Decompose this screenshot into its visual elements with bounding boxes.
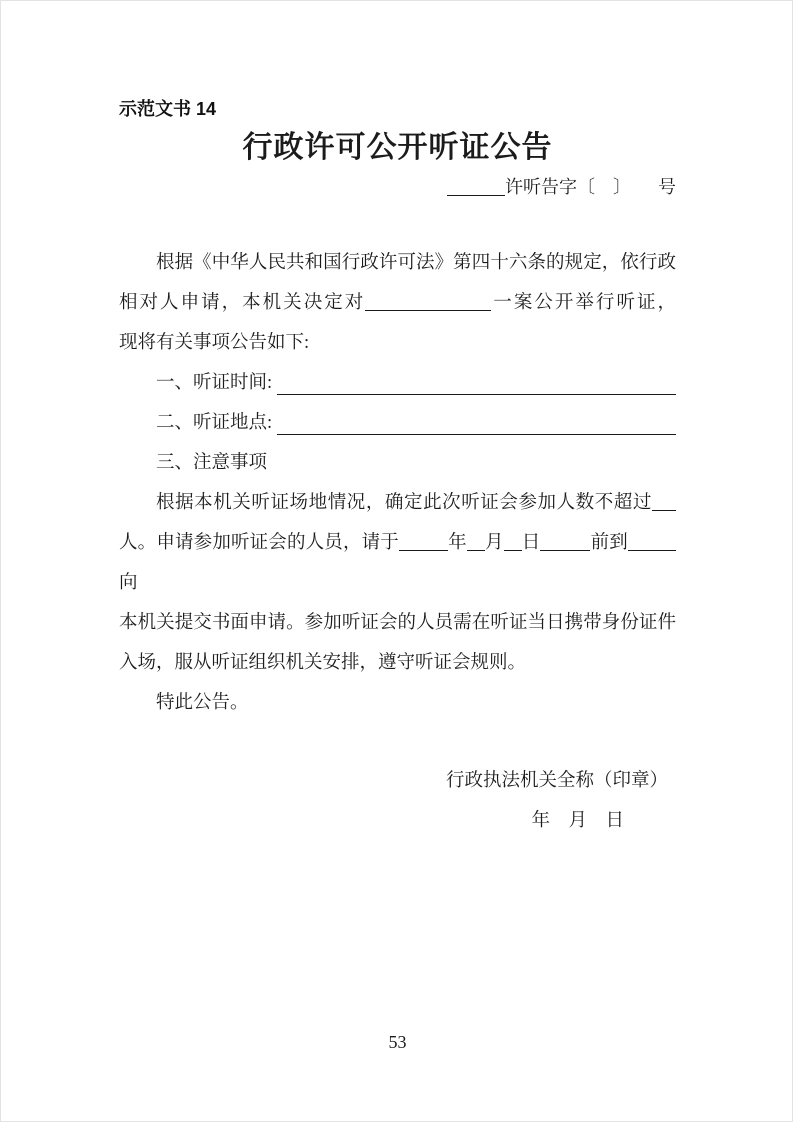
body-line [119,443,676,483]
document-title: 行政许可公开听证公告 [242,131,553,164]
text-run: 年 [447,533,467,553]
body-line [119,603,676,643]
body-line [119,283,676,323]
text-run: 三、注意事项 [156,453,268,473]
date-line: 年 月 日 [531,811,624,831]
blank-field [540,533,590,551]
text-run: 相对人申请，本机关决定对 [119,293,366,313]
blank-field [277,394,676,395]
blank-field [399,533,448,551]
document-number-line [119,172,676,202]
body-line [119,243,676,283]
body-line [119,683,676,723]
blank-field [504,533,522,551]
sample-document-label: 示范文书 14 [119,99,217,119]
text-run: 特此公告。 [156,693,249,713]
text-run: 人。申请参加听证会的人员，请于 [119,533,399,553]
text-run: 前到 [590,533,628,553]
body-line [119,403,676,443]
text-run: 入场，服从听证组织机关安排，遵守听证会规则。 [119,653,527,673]
blank-field [652,493,676,511]
body-line [119,523,676,603]
text-run: 一、听证时间: [156,373,277,393]
blank-field [365,293,491,311]
issuing-authority-signature: 行政执法机关全称（印章） [445,771,668,791]
text-run: 根据《中华人民共和国行政许可法》第四十六条的规定，依行政 [156,253,676,273]
blank-field [277,434,676,435]
body-line [119,643,676,683]
document-content [119,98,676,841]
document-number-text: 许听告字〔 〕 号 [505,177,676,197]
document-body [119,243,676,723]
blank-field [628,533,676,551]
text-run: 二、听证地点: [156,413,277,433]
body-line [119,323,676,363]
text-run: 根据本机关听证场地情况，确定此次听证会参加人数不超过 [156,493,652,513]
text-run: 现将有关事项公告如下: [119,333,310,353]
text-run: 向 [119,573,138,593]
blank-field [467,533,485,551]
body-line [119,363,676,403]
page-number: 53 [388,1032,407,1052]
text-run: 月 [484,533,504,553]
text-run: 日 [521,533,541,553]
text-run: 本机关提交书面申请。参加听证会的人员需在听证当日携带身份证件 [119,613,676,633]
body-line [119,483,676,523]
document-number-blank-field [447,179,505,196]
text-run: 一案公开举行听证， [491,293,676,313]
